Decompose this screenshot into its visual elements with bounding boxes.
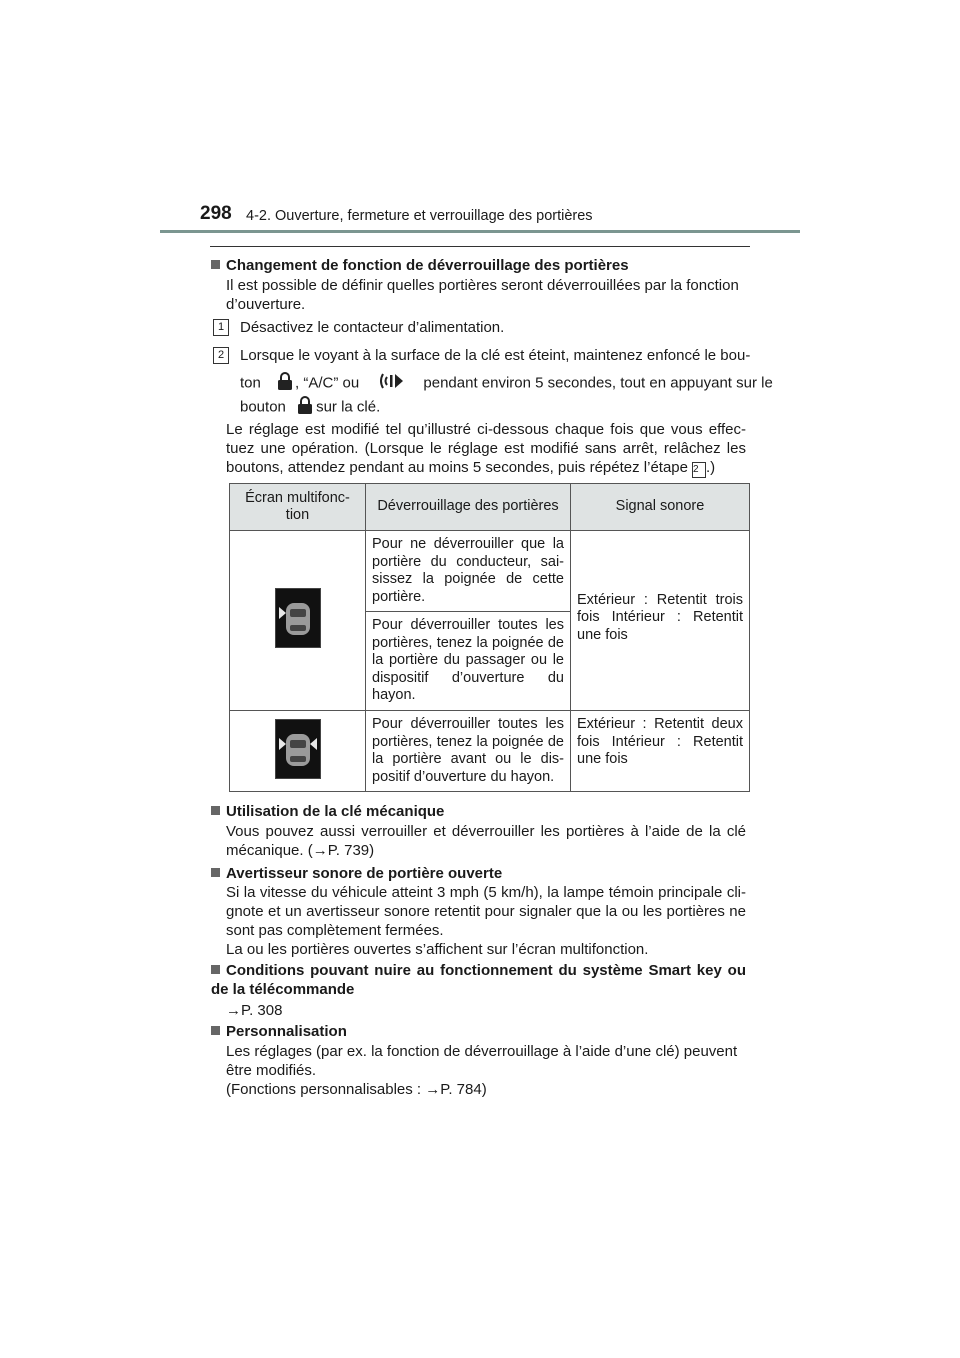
col-header-signal: Signal sonore (571, 484, 750, 531)
bullet-square-icon (211, 806, 220, 815)
unlock-intro: Il est possible de définir quelles portières seront déverrouillées par la fonction d’ouverture. (226, 277, 739, 313)
unlock-cell-driver: Pour ne déverrouiller que la portière du conducteur, sai- sissez la poignée de cette portière. (366, 531, 571, 612)
unlock-cell-passenger: Pour déverrouiller toutes les portières, tenez la poignée de la portière du passager ou le dispositif d’ouverture du hayon. (366, 612, 571, 711)
signal-cell-1: Extérieur : Retentit trois fois Intérieur : Retentit une fois (571, 531, 750, 711)
section-title-unlock: Changement de fonction de déverrouillage des portières (211, 256, 629, 275)
unlock-icon (298, 395, 312, 420)
open-door-text-2: La ou les portières ouvertes s’affichent sur l’écran multifonction. (226, 941, 649, 958)
personalization-text-1: Les réglages (par ex. la fonction de déverrouillage à l’aide d’une clé) peuvent être modifiés. (226, 1043, 738, 1079)
step2-line3: bouton sur la clé. (240, 395, 380, 420)
signal-cell-2: Extérieur : Retentit deux fois Intérieur : Retentit une fois (571, 711, 750, 792)
car-display-icon (275, 719, 321, 779)
open-door-text-1: Si la vitesse du véhicule atteint 3 mph (5 km/h), la lampe témoin principale cli- gnote et un avertisseur sonore retentit pour signaler que la ou les portières ne sont pas complètement fermées. (226, 884, 746, 939)
section-title-open-door: Avertisseur sonore de portière ouverte (211, 864, 502, 883)
signal-icon (379, 371, 405, 396)
table-row (230, 711, 750, 792)
step2-line2: ton , “A/C” ou pendant environ 5 secondes, tout en appuyant sur le (240, 371, 773, 396)
chapter-title: 4-2. Ouverture, fermeture et verrouillage des portières (246, 208, 593, 224)
page-number: 298 (200, 203, 232, 224)
header-rule (160, 230, 800, 233)
car-display-icon (275, 588, 321, 648)
table-header-row (230, 484, 750, 531)
step2-line1: Lorsque le voyant à la surface de la clé est éteint, maintenez enfoncé le bou- (240, 347, 751, 364)
personalization-text-2: (Fonctions personnalisables : →P. 784) (226, 1081, 487, 1098)
unlock-settings-table (229, 483, 750, 792)
lock-icon (277, 371, 293, 396)
table-row (230, 531, 750, 612)
col-header-unlock: Déverrouillage des portières (366, 484, 571, 531)
section-title-conditions: Conditions pouvant nuire au fonctionnement du système Smart key ou de la télécommande (211, 962, 746, 998)
section-rule (210, 246, 750, 247)
step1-text: Désactivez le contacteur d’alimentation. (240, 319, 505, 336)
col-header-screen: Écran multifonc- tion (230, 484, 366, 531)
bullet-square-icon (211, 260, 220, 269)
screen-cell-driver (230, 531, 366, 711)
section-title-mechanical-key: Utilisation de la clé mécanique (211, 802, 444, 821)
screen-cell-all (230, 711, 366, 792)
step-reference-2: 2 (692, 462, 706, 478)
bullet-square-icon (211, 1026, 220, 1035)
section-title-personalization: Personnalisation (211, 1022, 347, 1041)
bullet-square-icon (211, 868, 220, 877)
unlock-cell-front: Pour déverrouiller toutes les portières, tenez la poignée de la portière avant ou le dis- positif d’ouverture du hayon. (366, 711, 571, 792)
step-number-2: 2 (213, 347, 229, 364)
bullet-square-icon (211, 965, 220, 974)
conditions-text: →P. 308 (226, 1002, 283, 1019)
mechanical-key-text: Vous pouvez aussi verrouiller et déverrouiller les portières à l’aide de la clé mécanique. (→P. 739) (226, 823, 746, 859)
unlock-after-text: Le réglage est modifié tel qu’illustré ci-dessous chaque fois que vous effec- tuez une opération. (Lorsque le réglage est modifié sans arrêt, relâchez les boutons, attendez pendant au moins 5 secondes, puis répétez l’étape 2 .) (226, 421, 746, 476)
step-number-1: 1 (213, 319, 229, 336)
